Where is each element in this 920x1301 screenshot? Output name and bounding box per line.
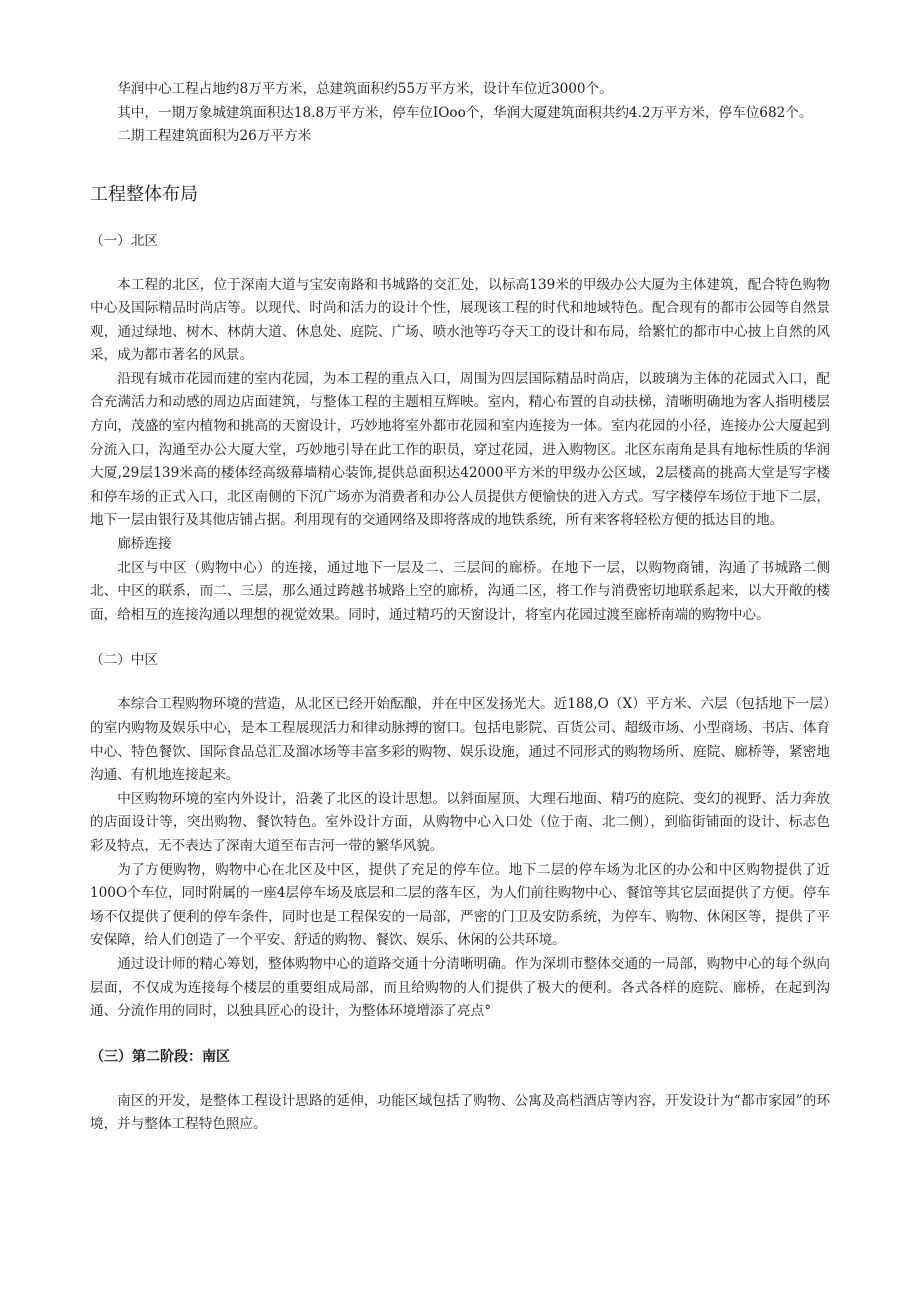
body-paragraph: 通过设计师的精心筹划，整体购物中心的道路交通十分清晰明确。作为深圳市整体交通的一局部，购物中心的每个纵向层面，不仅成为连接每个楼层的重要组成局部，而且给购物的人们提供了极大的便利。各式各样的庭院、廊桥，在起到沟通、分流作用的同时，以独具匠心的设计，为整体环境增添了亮点° [90,955,830,1020]
body-paragraph: 南区的开发，是整体工程设计思路的延伸，功能区域包括了购物、公寓及高档酒店等内容，开发设计为“都市家园”的环境，并与整体工程特色照应。 [90,1092,830,1133]
body-paragraph: 本综合工程购物环境的营造，从北区已经开始酝酿，并在中区发扬光大。近188,O（X）平方米、六层（包括地下一层）的室内购物及娱乐中心，是本工程展现活力和律动脉搏的窗口。包括电影院、百货公司、超级市场、小型商场、书店、体育中心、特色餐饮、国际食品总汇及溜冰场等丰富多彩的购物、娱乐设施，通过不同形式的购物场所、庭院、廊桥等，紧密地沟通、有机地连接起来。 [90,696,830,784]
south-heading: （三）第二阶段：南区 [90,1048,230,1065]
north-section [90,274,830,628]
intro-section [90,78,830,149]
intro-paragraph: 二期工程建筑面积为26万平方米 [117,128,312,144]
intro-paragraph: 其中，一期万象城建筑面积达18.8万平方米，停车位IOoo个，华润大厦建筑面积共约4.2万平方米，停车位682个。 [117,104,813,121]
body-paragraph: 为了方便购物，购物中心在北区及中区，提供了充足的停车位。地下二层的停车场为北区的办公和中区购物提供了近100O个车位，同时附属的一座4层停车场及底层和二层的落车区，为人们前往购物中心、餐馆等其它层面提供了方便。停车场不仅提供了便利的停车条件，同时也是工程保安的一局部，严密的门卫及安防系统，为停车、购物、休闲区等，提供了平安保障，给人们创造了一个平安、舒适的购物、餐饮、娱乐、休闲的公共环境。 [90,861,830,949]
section-title: 工程整体布局 [90,183,198,205]
document-page [90,78,830,1137]
middle-heading: （二）中区 [90,652,158,669]
intro-paragraph: 华润中心工程占地约8万平方米，总建筑面积约55万平方米，设计车位近3000个。 [117,81,613,97]
middle-section [90,693,830,1023]
body-paragraph: 北区与中区（购物中心）的连接，通过地下一层及二、三层间的廊桥。在地下一层，以购物商铺，沟通了书城路二侧北、中区的联系，而二、三层，那么通过跨越书城路上空的廊桥，沟通二区，将工作与消费密切地联系起来，以大开敞的楼面，给相互的连接沟通以理想的视觉效果。同时，通过精巧的天窗设计，将室内花园过渡至廊桥南端的购物中心。 [90,559,830,623]
south-section [90,1090,830,1137]
body-paragraph: 本工程的北区，位于深南大道与宝安南路和书城路的交汇处，以标高139米的甲级办公大厦为主体建筑，配合特色购物中心及国际精品时尚店等。以现代、时尚和活力的设计个性，展现该工程的时代和地域特色。配合现有的都市公园等自然景观，通过绿地、树木、林荫大道、休息处、庭院、广场、喷水池等巧夺天工的设计和布局，给繁忙的都市中心披上自然的风采，成为都市著名的风景。 [90,276,830,364]
body-paragraph: 中区购物环境的室内外设计，沿袭了北区的设计思想。以斜面屋顶、大理石地面、精巧的庭院、变幻的视野、活力奔放的店面设计等，突出购物、餐饮特色。室外设计方面，从购物中心入口处（位于南、北二侧），到临街铺面的设计、标志色彩及特点，无不表达了深南大道至布吉河一带的繁华风貌。 [90,790,830,854]
north-heading: （一）北区 [90,232,158,249]
bridge-label: 廊桥连接 [117,536,172,553]
body-paragraph: 沿现有城市花园而建的室内花园，为本工程的重点入口，周围为四层国际精品时尚店，以玻璃为主体的花园式入口，配合充满活力和动感的周边店面建筑，与整体工程的主题相互辉映。室内，精心布置的自动扶梯，清晰明确地为客人指明楼层方向，茂盛的室内植物和挑高的天窗设计，巧妙地将室外都市花园和室内连接为一体。室内花园的小径，连接办公大厦起到分流入口，沟通至办公大厦大堂，巧妙地引导在此工作的职员，穿过花园，进入购物区。北区东南角是具有地标性质的华润大厦,29层139米高的楼体经高级幕墙精心装饰,提供总面积达42000平方米的甲级办公区域，2层楼高的挑高大堂是写字楼和停车场的正式入口，北区南侧的下沉广场亦为消费者和办公人员提供方便愉快的进入方式。写字楼停车场位于地下二层，地下一层由银行及其他店铺占据。利用现有的交通网络及即将落成的地铁系统，所有来客将轻松方便的抵达目的地。 [90,370,830,529]
